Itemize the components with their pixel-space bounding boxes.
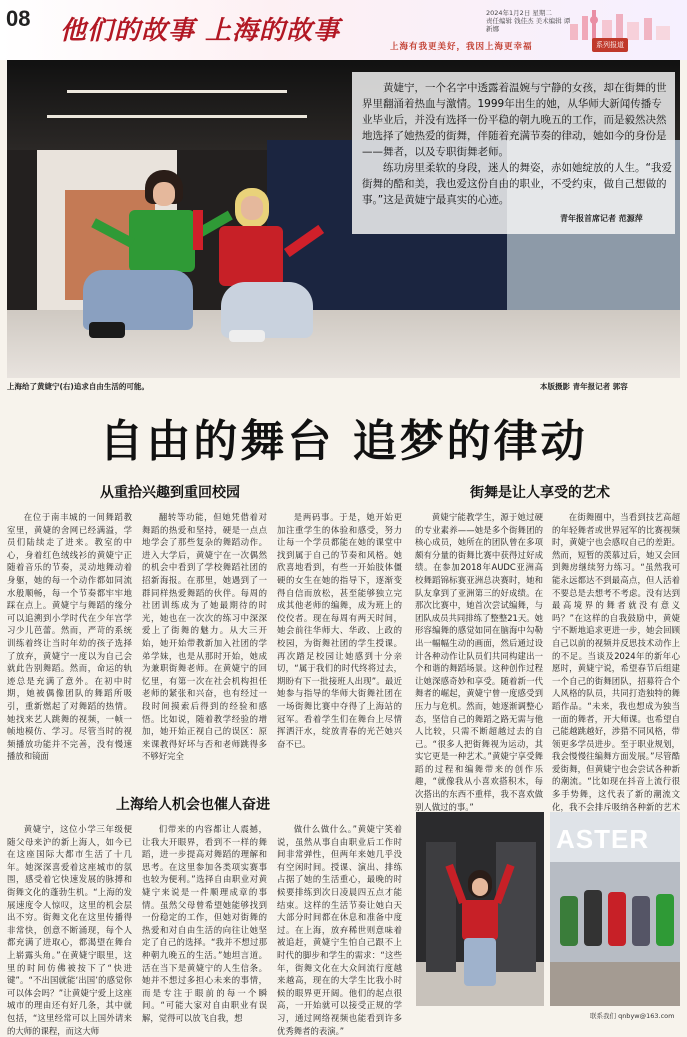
section3-column-1 bbox=[415, 511, 543, 812]
lead-quote-credit: 青年报首席记者 范源萍 bbox=[560, 214, 643, 223]
issue-date: 2024年1月2日 星期二 bbox=[486, 9, 552, 17]
skyline-illustration bbox=[560, 6, 680, 40]
section2-column-3-text: 做什么做什么。”黄婕宁笑着说，虽然从事自由职业后工作时间非常弹性，但两年来她几乎没有空闲时间。授课、演出、排练占据了她的生活重心，最晚的时候要排练到次日凌晨四五点才能结束。这样的生活节奏让她白天大部分时间都在休息和准备中度过。在上海，放弃稀世则意味着被追赶，黄婕宁生怕自己跟不上时代的脚步和学生的需求：“这些年，街舞文化在大众间流行度越来越高，现在的大学生比我小时候的眼界更开阔。他们的起点很高，一开始就可以接受正规的学习，通过网络视频也能看到许多优秀舞者的表演。” bbox=[277, 824, 402, 1036]
studio-sign: ASTER bbox=[556, 824, 650, 854]
lead-quote-paragraph-2: 练功房里柔软的身段，迷人的舞姿，赤如她绽放的人生。“我爱街舞的酷和美，我也爱这份自由的职业，不受约束，做自己想做的事。”这是黄婕宁最真实的心迹。 bbox=[362, 162, 672, 206]
section2-column-2 bbox=[142, 823, 267, 1023]
section2-column-2-text: 们带来的内容都让人震撼，让我大开眼界，看到不一样的舞蹈，进一步提高对舞蹈的理解和思考。在这里参加各类项实赛事也较为便利。”选择自由职业对黄婕宁来说是一件顺理成章的事情。虽然父母曾希望她能够找到一份稳定的工作，但她对街舞的热爱和对自由生活的向往让她坚定了自己的选择。“我并不想过那种朝九晚五的生活。”她坦言道。活在当下是黄婕宁的人生信条。她并不想过多担心未来的事情，而是专注于眼前的每一个瞬间。“可能大家对自由职业有误解，觉得可以放飞自我，想 bbox=[142, 824, 267, 1023]
section1-column-1-text: 在位于南丰城的一间舞蹈教室里，黄婕的舍网已经满溢，学员们陆续走了进来。教室的中心，身着红色绒线衫的黄婕宁正随着音乐的节奏，灵动地舞动着身躯，她的每一个动作都如同流水般顺畅，每一个节奏都牢牢地踩在点上。黄婕宁与舞蹈的缘分可以追溯到小学时代在少年宫学习少儿芭蕾。然而，严苛的系统训练着终让当时年幼的孩子选择了放弃，黄婕宁一度以为自己会就此告别舞蹈。然而，命运的轨迹总是充满了意外。在初中时期，她被偶像团队的舞蹈所吸引，重新燃起了对舞蹈的热情。她找来艺人跳舞的视频，一帧一帧地模仿、学习。尽管当时的视频播放功能并不完善，没有慢速播放和镜面 bbox=[7, 512, 132, 762]
section2-title: 上海给人机会也催人奋进 bbox=[116, 797, 270, 813]
page-number: 08 bbox=[6, 6, 31, 31]
series-badge: 系列报道 bbox=[592, 38, 628, 52]
section2-column-1 bbox=[7, 823, 132, 1036]
section3-column-1-text: 黄婕宁能教学生，源于她过硬的专业素养——她是多个街舞团的核心成员，她所在的团队曾在多项颇有分量的街舞比赛中获得过好成绩。在参加2018年AUDC亚洲高校舞蹈锦标赛亚洲总决赛时，她和队友拿到了亚洲第三的好成绩。在那次比赛中，她首次尝试编舞，与团队成员共同排练了整整21天。她形容编舞的感觉如同在脑海中勾勒出一幅幅生动的画面，然后通过设计各种动作让队员们共同构建出一个和谐的舞蹈场景。这种创作过程让她深感奇妙和享受。随着新一代舞者的崛起，黄婕宁曾一度感受到压力与危机。然而，她逐渐调整心态，坚信自己的舞蹈之路无需与他人比较，只需不断超越过去的自己。“很多人把街舞视为运动，其实它更是一种艺术。”黄婕宁享受舞蹈的过程和编舞带来的创作乐趣，“就像我从小喜欢搭积木，每次搭出的东西不重样，我不喜欢做别人做过的事。” bbox=[415, 512, 543, 812]
lead-quote bbox=[362, 80, 672, 208]
section1-title: 从重拾兴趣到重回校园 bbox=[100, 485, 240, 501]
section3-column-2 bbox=[552, 511, 680, 812]
group-class-photo bbox=[550, 812, 680, 1006]
section2-column-1-text: 黄婕宁，这位小学三年级便随父母来沪的新上海人，如今已在这座国际大都市生活了十几年。她深深喜爱着这座城市的氛围，感受着它快速发展的脉搏和街舞文化的蓬勃生机。“上海的发展速度令人惊叹，这里的机会层出不穷。街舞文化在这里传播得非常快，创意不断涌现，每个人都充满了进取心，都渴望在舞台上崭露头角。”在黄婕宁眼里，这里的时间仿佛被按下了“快进键”。“不出国就能‘出国’的感觉你可以体会吗？”让黄婕宁爱上这座城市的理由还有好几条，其中就包括，“这里经常可以上国外请来的大师的课程，而这大师 bbox=[7, 824, 132, 1036]
section3-title: 街舞是让人享受的艺术 bbox=[470, 485, 610, 501]
lead-quote-paragraph-1: 黄婕宁，一个名字中透露着温婉与宁静的女孩，却在街舞的世界里翻涌着热血与激情。1999年出生的她，从华师大新闻传播专业毕业后，并没有选择一份平稳的朝九晚五的工作，而是毅然决然地选择了她热爱的街舞，伴随着充满节奏的律动，她如今的身份是——舞者，以及专职街舞老师。 bbox=[362, 82, 667, 158]
section1-column-3 bbox=[277, 511, 402, 781]
section-title: 他们的故事 上海的故事 bbox=[60, 16, 341, 46]
section1-column-2 bbox=[142, 511, 267, 781]
section1-column-2-text: 翻转等功能，但她凭借着对舞蹈的热爱和坚持，硬是一点点地学会了那些复杂的舞蹈动作。进入大学后，黄婕宁在一次偶然的机会中看到了学校舞蹈社团的招新海报。在那里，她遇到了一群同样热爱舞蹈的伙伴。每周的社团训练成为了她最期待的时光，她也在一次次的练习中深深爱上了街舞的魅力。从大三开始，她开始带教新加入社团的学弟学妹，也是从那时开始，她成为兼职街舞老师。在黄婕宁的回忆里，有第一次在社会机构担任老师的紧张和兴奋，也有经过一段时间摸索后得到的经验和感悟。比如说，随着教学经验的增加，她开始正视自己的误区：原来课教得好坏与否和老师跳得多不够好完全 bbox=[142, 512, 267, 762]
section1-column-1 bbox=[7, 511, 132, 781]
section1-column-3-text: 是两码事。于是，她开始更加注重学生的体验和感受，努力让每一个学员都能在她的课堂中找到属于自己的节奏和风格。她欣喜地看到，有些一开始肢体僵硬的女生在她的指导下，逐渐变得自信而放松，甚至能够独立完成其他老师的编舞，成为班上的佼佼者。现在每周有两天时间，她会前往华师大、华政、上政的校园，为街舞社团的学生授课。再次踏足校园让她感到十分亲切，“属于我们的时代终将过去，期盼有下一批接班人出现”。最近她参与指导的华师大街舞社团在一场街舞比赛中夺得了上海站的冠军。看着学生们在舞台上尽情挥洒汗水，绽放青春的光芒她兴奋不已。 bbox=[277, 512, 402, 749]
headline: 自由的舞台 追梦的律动 bbox=[99, 416, 588, 467]
section2-column-3 bbox=[277, 823, 402, 1036]
photo-credit: 本版摄影 青年报记者 郭容 bbox=[540, 382, 628, 391]
photo-caption: 上海给了黄婕宁(右)追求自由生活的可能。 bbox=[7, 382, 149, 391]
slogan: 上海有我更美好，我因上海更幸福 bbox=[390, 42, 533, 52]
section3-column-2-text: 在街舞圈中，当看到技艺高超的年轻舞者或世界冠军的比赛视频时，黄婕宁也会感叹自己的差距。然而，短暂的羡慕过后，她又会回到舞房继续努力练习。“虽然我可能永远都达不到最高点，但人活着不要总是去想考不考虑。没有达到最高境界的舞者就没有意义吗？”在这样的自我鼓励中，黄婕宁不断地追求更进一步，她会回顾自己以前的视频并反思技术动作上的不足。当谈及2024年的新年心愿时，黄婕宁说，希望春节后组建一个自己的街舞团队，招募符合个人风格的队员，共同打造独特的舞蹈作品。“未来，我也想成为独当一面的舞者，开大师课。也希望自己能越跳越好，涉猎不同风格，带领更多学员进步。至于职业规划，我会慢慢往编舞方面发展。”尽管酷爱街舞，但黄婕宁也会尝试各种新的潮流。“比如现在抖音上流行很多手势舞，这代表了新的潮流文化，我不会排斥吸纳各种新的艺术 bbox=[552, 512, 680, 812]
editors-line: 责任编辑 钱佳杰 美术编辑 谭新娜 bbox=[486, 17, 571, 33]
footer-contact: 联系我们 qnbyw@163.com bbox=[590, 1012, 675, 1020]
solo-dance-photo bbox=[416, 812, 544, 1006]
